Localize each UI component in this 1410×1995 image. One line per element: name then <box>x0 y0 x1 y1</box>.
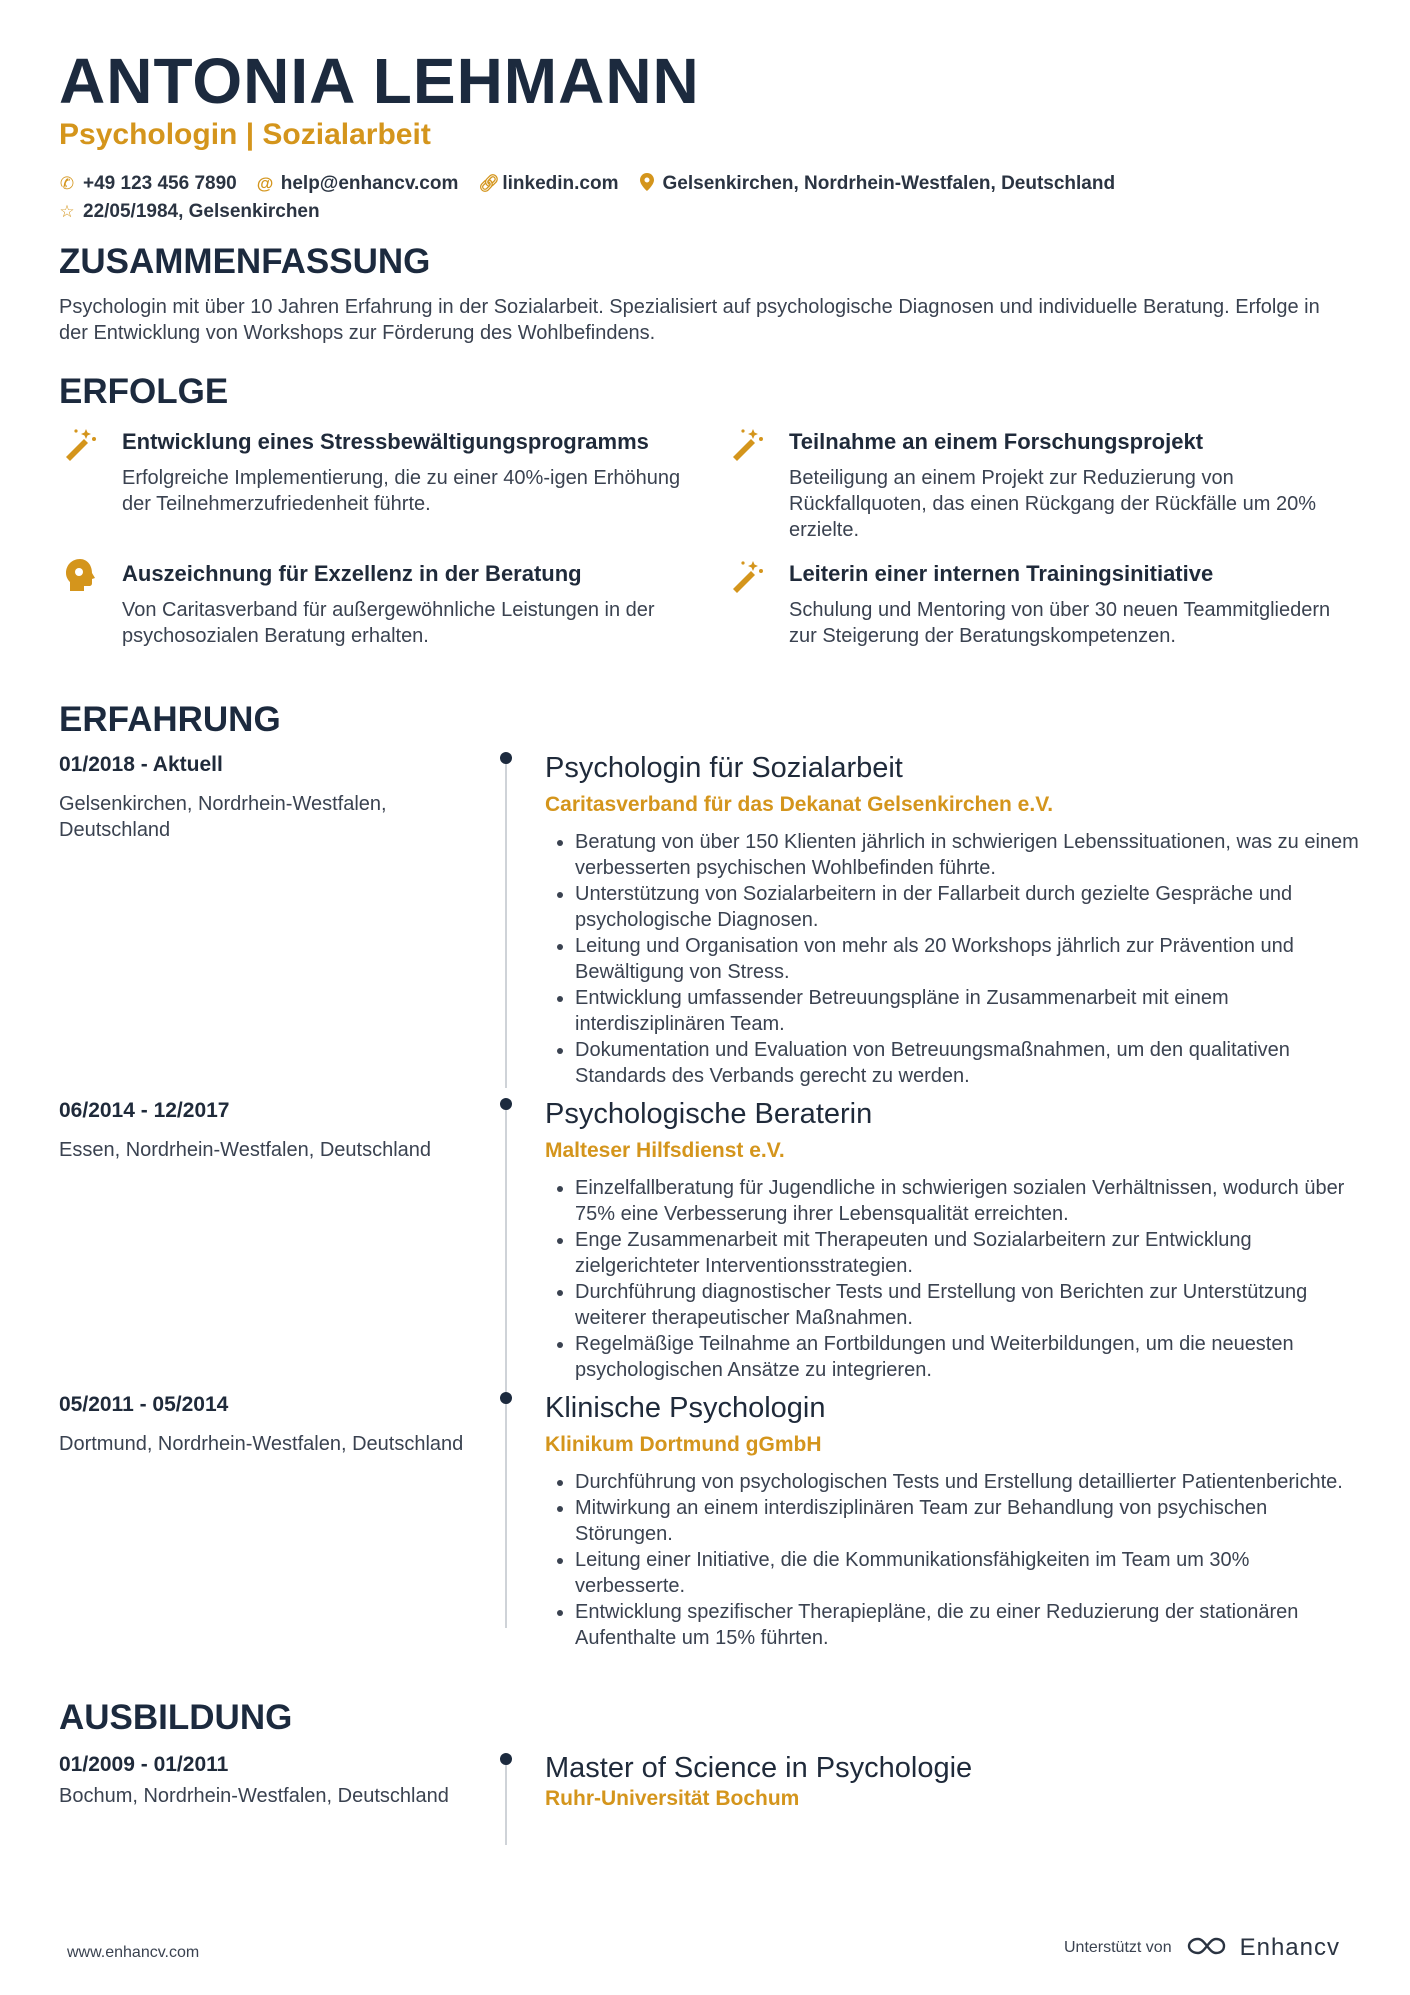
job-bullet: • Enge Zusammenarbeit mit Therapeuten und Sozialarbeitern zur Entwicklung zielgerichteter Interventionsstrategien. <box>575 1227 1365 1279</box>
candidate-name: ANTONIA LEHMANN <box>59 45 700 117</box>
contact-birth <box>59 201 320 223</box>
link-icon: 🔗︎ <box>478 174 500 193</box>
experience-date: 05/2011 - 05/2014 <box>59 1393 229 1416</box>
achievement-description: Erfolgreiche Implementierung, die zu einer 40%-igen Erhöhung der Teilnehmerzufriedenheit führte. <box>122 467 681 515</box>
experience-meta <box>59 753 479 843</box>
contact-info <box>59 170 1135 226</box>
timeline-line <box>505 1759 507 1845</box>
timeline-dot <box>500 1392 512 1404</box>
job-bullet: • Unterstützung von Sozialarbeitern in der Fallarbeit durch gezielte Gespräche und psychologische Diagnosen. <box>575 881 1365 933</box>
experience-date: 06/2014 - 12/2017 <box>59 1099 230 1122</box>
company-name: Malteser Hilfsdienst e.V. <box>545 1139 785 1162</box>
job-title: Klinische Psychologin <box>545 1392 826 1424</box>
candidate-role: Psychologin | Sozialarbeit <box>59 118 431 151</box>
job-bullet: • Regelmäßige Teilnahme an Fortbildungen und Weiterbildungen, um die neuesten psychologischen Ansätze zu integrieren. <box>575 1331 1365 1383</box>
achievement-title: Teilnahme an einem Forschungsprojekt <box>789 429 1204 454</box>
enhancv-logo-icon <box>1186 1935 1232 1962</box>
contact-phone[interactable] <box>59 173 237 195</box>
experience-entry <box>545 1392 1365 1651</box>
experience-meta <box>59 1393 479 1457</box>
education-date: 01/2009 - 01/2011 <box>59 1753 229 1776</box>
birth-text: 22/05/1984, Gelsenkirchen <box>83 201 320 222</box>
achievement-description: Schulung und Mentoring von über 30 neuen Teammitgliedern zur Steigerung der Beratungskompetenzen. <box>789 599 1331 647</box>
job-bullets <box>545 1175 1365 1383</box>
education-entry <box>545 1752 1365 1811</box>
magic-wand-icon <box>62 425 98 461</box>
job-title: Psychologin für Sozialarbeit <box>545 752 903 784</box>
education-meta <box>59 1753 479 1809</box>
contact-email[interactable] <box>257 173 459 195</box>
contact-linkedin[interactable] <box>478 173 618 195</box>
timeline-line <box>505 1398 507 1628</box>
footer-website[interactable]: www.enhancv.com <box>67 1944 200 1961</box>
job-bullets <box>545 829 1365 1089</box>
company-name: Klinikum Dortmund gGmbH <box>545 1433 822 1456</box>
star-icon: ☆ <box>59 202 75 221</box>
at-icon: @ <box>256 174 274 193</box>
email-text: help@enhancv.com <box>280 173 459 194</box>
job-bullet: • Leitung einer Initiative, die die Kommunikationsfähigkeiten im Team um 30% verbesserte. <box>575 1547 1365 1599</box>
summary-heading: ZUSAMMENFASSUNG <box>59 242 431 281</box>
experience-meta <box>59 1099 479 1163</box>
experience-entry <box>545 1098 1365 1383</box>
contact-location <box>639 173 1116 196</box>
achievement-title: Leiterin einer internen Trainingsinitiative <box>789 561 1214 586</box>
job-bullet: • Durchführung von psychologischen Tests und Erstellung detaillierter Patientenberichte. <box>575 1469 1365 1495</box>
education-heading: AUSBILDUNG <box>59 1698 293 1737</box>
education-location: Bochum, Nordrhein-Westfalen, Deutschland <box>59 1785 449 1807</box>
job-bullet: • Durchführung diagnostischer Tests und Erstellung von Berichten zur Unterstützung weiterer therapeutischer Maßnahmen. <box>575 1279 1365 1331</box>
degree-title: Master of Science in Psychologie <box>545 1752 973 1784</box>
achievement-description: Von Caritasverband für außergewöhnliche Leistungen in der psychosozialen Beratung erhalten. <box>122 599 655 647</box>
experience-entry <box>545 752 1365 1089</box>
experience-heading: ERFAHRUNG <box>59 700 281 739</box>
location-pin-icon <box>639 173 655 196</box>
job-bullet: • Mitwirkung an einem interdisziplinären Team zur Behandlung von psychischen Störungen. <box>575 1495 1365 1547</box>
timeline-dot <box>500 752 512 764</box>
achievement-title: Auszeichnung für Exzellenz in der Beratung <box>122 561 582 586</box>
timeline-dot <box>500 1098 512 1110</box>
location-text: Gelsenkirchen, Nordrhein-Westfalen, Deutschland <box>662 173 1116 194</box>
school-name: Ruhr-Universität Bochum <box>545 1787 800 1810</box>
magic-wand-icon <box>729 425 765 461</box>
timeline-dot <box>500 1753 512 1765</box>
experience-location: Gelsenkirchen, Nordrhein-Westfalen, Deutschland <box>59 793 387 841</box>
achievements-heading: ERFOLGE <box>59 372 229 411</box>
timeline-line <box>505 1104 507 1396</box>
linkedin-text: linkedin.com <box>502 173 619 194</box>
job-bullet: • Entwicklung umfassender Betreuungspläne in Zusammenarbeit mit einem interdisziplinären Team. <box>575 985 1365 1037</box>
job-bullet: • Entwicklung spezifischer Therapiepläne, die zu einer Reduzierung der stationären Aufenthalte um 15% führten. <box>575 1599 1365 1651</box>
footer-branding <box>1064 1934 1340 1962</box>
magic-wand-icon <box>729 557 765 593</box>
phone-text: +49 123 456 7890 <box>83 173 237 194</box>
job-bullet: • Leitung und Organisation von mehr als 20 Workshops jährlich zur Prävention und Bewältigung von Stress. <box>575 933 1365 985</box>
job-bullets <box>545 1469 1365 1651</box>
job-bullet: • Dokumentation und Evaluation von Betreuungsmaßnahmen, um den qualitativen Standards des Verbands gerecht zu werden. <box>575 1037 1365 1089</box>
achievement-description: Beteiligung an einem Projekt zur Reduzierung von Rückfallquoten, das einen Rückgang der Rückfälle um 20% erzielte. <box>789 467 1316 541</box>
experience-location: Dortmund, Nordrhein-Westfalen, Deutschland <box>59 1433 464 1455</box>
job-bullet: • Beratung von über 150 Klienten jährlich in schwierigen Lebenssituationen, was zu einem verbesserten psychischen Wohlbefinden führte. <box>575 829 1365 881</box>
summary-text: Psychologin mit über 10 Jahren Erfahrung in der Sozialarbeit. Spezialisiert auf psychologische Diagnosen und individuelle Beratung. Erfolge in der Entwicklung von Workshops zur Förderung des Wohlbefindens. <box>59 296 1320 344</box>
experience-date: 01/2018 - Aktuell <box>59 753 223 776</box>
timeline-line <box>505 758 507 1088</box>
job-title: Psychologische Beraterin <box>545 1098 873 1130</box>
company-name: Caritasverband für das Dekanat Gelsenkirchen e.V. <box>545 793 1054 816</box>
achievement-title: Entwicklung eines Stressbewältigungsprogramms <box>122 429 649 454</box>
powered-by-text: Unterstützt von <box>1063 1939 1172 1956</box>
head-icon <box>62 557 98 593</box>
brand-name: Enhancv <box>1239 1934 1340 1961</box>
job-bullet: • Einzelfallberatung für Jugendliche in schwierigen sozialen Verhältnissen, wodurch über 75% eine Verbesserung ihrer Lebensqualität erreichten. <box>575 1175 1365 1227</box>
phone-icon: ✆ <box>59 174 75 193</box>
experience-location: Essen, Nordrhein-Westfalen, Deutschland <box>59 1139 432 1161</box>
